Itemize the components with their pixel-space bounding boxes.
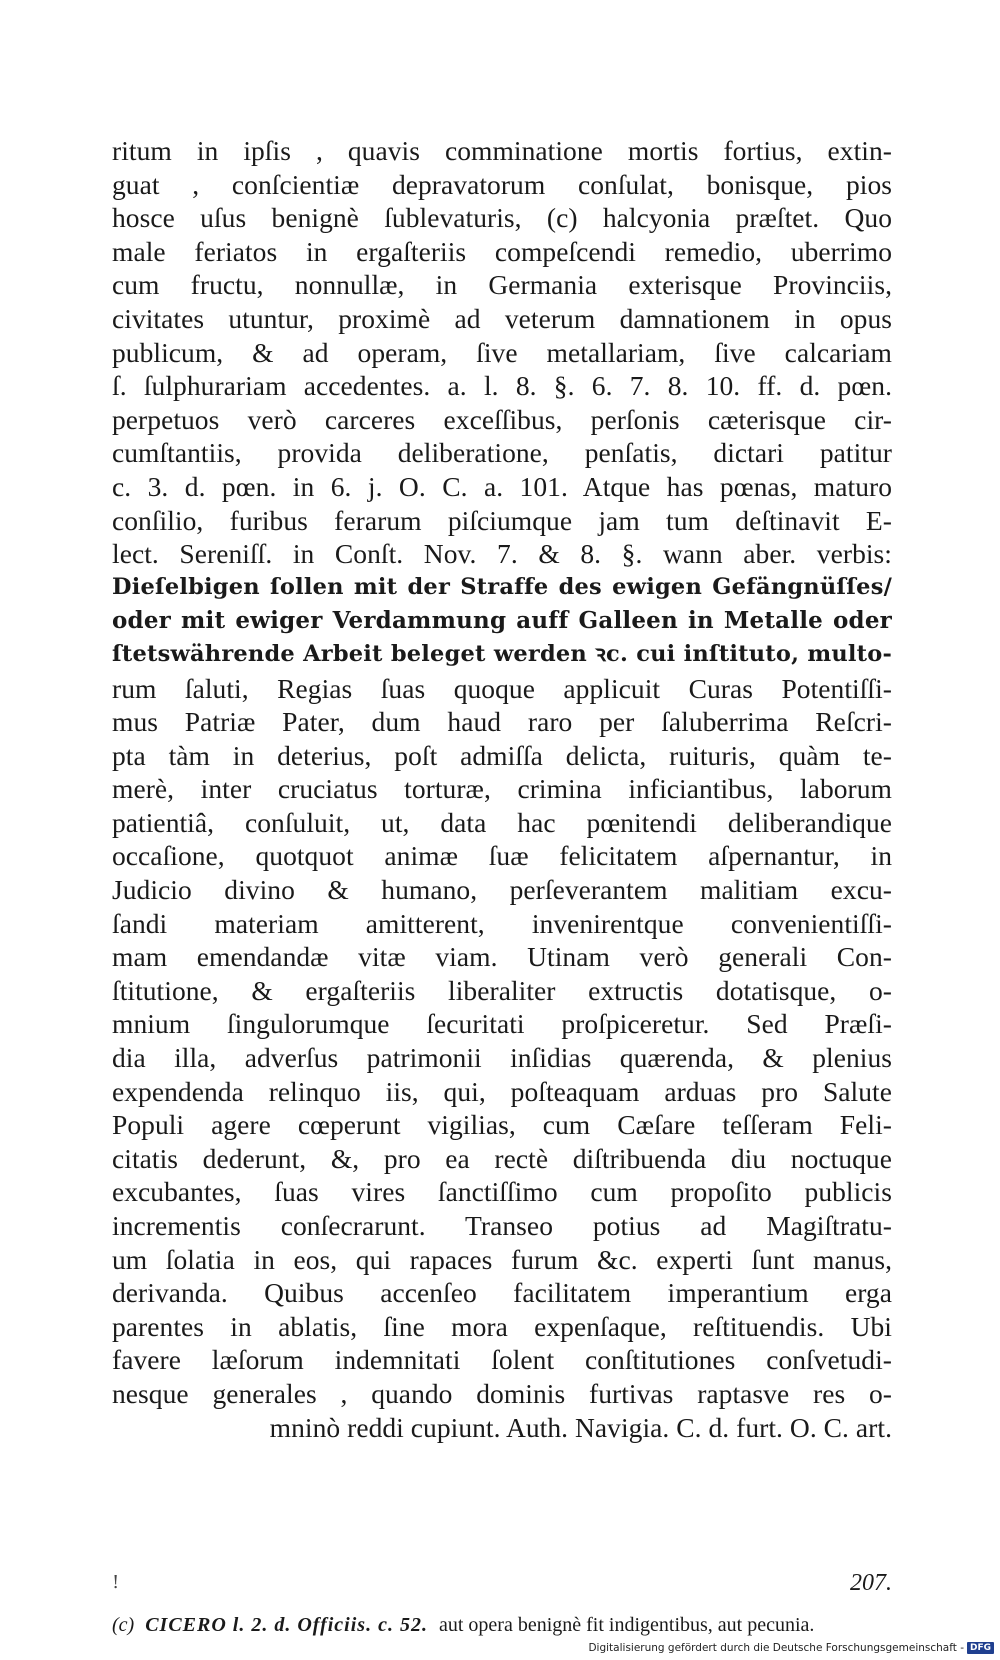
text-line: publicum, & ad operam, ſive metallariam, ſive calcariam <box>112 336 892 368</box>
digitization-note: Digitalisierung gefördert durch die Deutsche Forschungsgemeinschaft - <box>588 1642 964 1654</box>
text-line: incrementis conſecrarunt. Transeo potius ad Magiſtratu- <box>112 1210 892 1241</box>
text-line: ſtetswährende Arbeit beleget werden ꝛc. cui inſtituto, multo- <box>112 640 892 667</box>
text-line: ritum in ipſis , quavis comminatione mortis fortius, extin- <box>112 135 892 166</box>
text-line: mam emendandæ vitæ viam. Utinam verò generali Con- <box>112 941 892 973</box>
text-line: cum fructu, nonnullæ, in Germania exterisque Provinciis, <box>112 269 892 301</box>
text-line: nesque generales , quando dominis furtivas raptasve res o- <box>112 1377 892 1409</box>
text-line: citatis dederunt, &, pro ea rectè diſtribuenda diu noctuque <box>112 1142 892 1174</box>
text-line: ſ. ſulphurariam accedentes. a. l. 8. §. 6. 7. 8. 10. ff. d. pœn. <box>112 370 892 402</box>
digitization-credit <box>588 1642 994 1654</box>
footnote-text: aut opera benignè fit indigentibus, aut pecunia. <box>438 1614 815 1636</box>
text-line: c. 3. d. pœn. in 6. j. O. C. a. 101. Atque has pœnas, maturo <box>112 470 892 502</box>
text-line: favere læſorum indemnitati ſolent conſtitutiones conſvetudi- <box>112 1344 892 1376</box>
catchword: 207. <box>850 1570 892 1596</box>
text-line: mninò reddi cupiunt. Auth. Navigia. C. d. furt. O. C. art. <box>269 1411 892 1443</box>
text-line: conſilio, furibus ferarum piſciumque jam tum deſtinavit E- <box>112 504 892 536</box>
text-line: hosce uſus benignè ſublevaturis, (c) halcyonia præſtet. Quo <box>112 202 892 234</box>
text-line: um ſolatia in eos, qui rapaces furum &c. experti ſunt manus, <box>112 1243 892 1275</box>
main-text-block <box>112 134 892 1444</box>
margin-mark: ! <box>112 1572 120 1593</box>
text-line: Populi agere cœperunt vigilias, cum Cæſare teſſeram Feli- <box>112 1109 892 1141</box>
text-line: expendenda relinquo iis, qui, poſteaquam arduas pro Salute <box>112 1075 892 1107</box>
text-line: male feriatos in ergaſteriis compeſcendi remedio, uberrimo <box>112 235 892 267</box>
text-line: mus Patriæ Pater, dum haud raro per ſaluberrima Reſcri- <box>112 706 892 738</box>
text-line: guat , conſcientiæ depravatorum conſulat, bonisque, pios <box>112 168 892 200</box>
text-line: mnium ſingulorumque ſecuritati proſpiceretur. Sed Præſi- <box>112 1008 892 1040</box>
text-line: pta tàm in deterius, poſt admiſſa delicta, ruituris, quàm te- <box>112 739 892 771</box>
text-line: rum ſaluti, Regias ſuas quoque applicuit Curas Potentiſſi- <box>112 672 892 704</box>
text-line: ſandi materiam amitterent, invenirentque convenientiſſi- <box>112 907 892 939</box>
text-line: excubantes, ſuas vires ſanctiſſimo cum propoſito publicis <box>112 1176 892 1208</box>
footnote-citation: CICERO l. 2. d. Officiis. c. 52. <box>145 1614 428 1636</box>
text-line: lect. Sereniſſ. in Conſt. Nov. 7. & 8. §. wann aber. verbis: <box>112 538 892 570</box>
text-line: Dieſelbigen ſollen mit der Straffe des ewigen Gefängnüſſes/ <box>112 573 892 600</box>
text-line: dia illa, adverſus patrimonii inſidias quærenda, & plenius <box>112 1042 892 1074</box>
book-page <box>112 134 892 1636</box>
text-line: perpetuos verò carceres exceſſibus, perſonis cæterisque cir- <box>112 403 892 435</box>
footnote-marker: (c) <box>112 1614 135 1636</box>
text-line: cumſtantiis, provida deliberatione, penſatis, dictari patitur <box>112 437 892 469</box>
dfg-logo-icon: DFG <box>967 1642 994 1654</box>
text-line: ſtitutione, & ergaſteriis liberaliter extructis dotatisque, o- <box>112 974 892 1006</box>
footnote <box>112 1612 892 1639</box>
text-line: derivanda. Quibus accenſeo facilitatem imperantium erga <box>112 1277 892 1309</box>
text-line: civitates utuntur, proximè ad veterum damnationem in opus <box>112 302 892 334</box>
text-line: oder mit ewiger Verdammung auff Galleen in Metalle oder <box>112 607 892 635</box>
text-line: parentes in ablatis, ſine mora expenſaque, reſtituendis. Ubi <box>112 1310 892 1342</box>
text-line: occaſione, quotquot animæ ſuæ felicitatem aſpernantur, in <box>112 840 892 872</box>
text-line: Judicio divino & humano, perſeverantem malitiam excu- <box>112 874 892 906</box>
text-line: patientiâ, conſuluit, ut, data hac pœnitendi deliberandique <box>112 806 892 838</box>
text-line: merè, inter cruciatus torturæ, crimina inficiantibus, laborum <box>112 773 892 805</box>
